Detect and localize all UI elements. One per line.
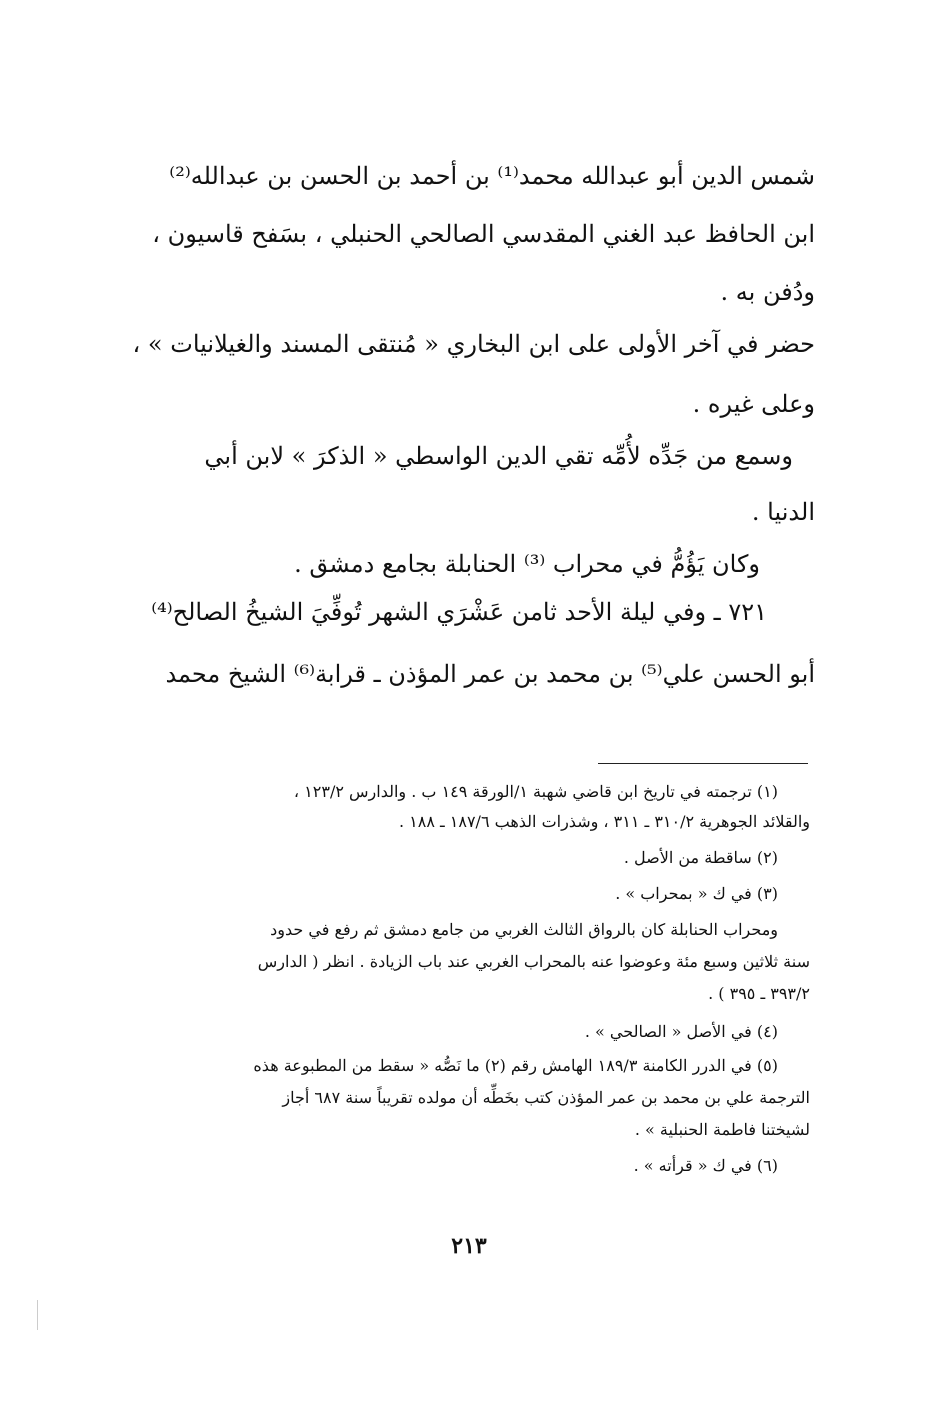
footnotes: [140, 782, 810, 1222]
text-line: أبو الحسن علي⁽⁵⁾ بن محمد بن عمر المؤذن ـ قرابة⁽⁶⁾ الشيخ محمد: [165, 660, 815, 688]
entry-line: ٧٢١ ـ وفي ليلة الأحد ثامن عَشْرَي الشهر تُوفِّيَ الشيخُ الصالح⁽⁴⁾: [151, 598, 767, 626]
footnote-line: الترجمة علي بن محمد بن عمر المؤذن كتب بخَطِّه أن مولده تقريباً سنة ٦٨٧ أجاز: [282, 1088, 810, 1107]
footnote-line: (١) ترجمته في تاريخ ابن قاضي شهبة ١/الورقة ١٤٩ ب . والدارس ١٢٣/٢ ،: [293, 782, 778, 801]
margin-mark: [37, 1300, 38, 1330]
footnote-line: سنة ثلاثين وسبع مئة وعوضوا عنه بالمحراب الغربي عند باب الزيادة . انظر ( الدارس: [257, 952, 810, 971]
footnote-line: (٤) في الأصل « الصالحي » .: [584, 1022, 778, 1041]
text-line: وكان يَؤُمُّ في محراب ⁽³⁾ الحنابلة بجامع دمشق .: [294, 550, 760, 578]
main-text: [132, 150, 815, 710]
text-line: ابن الحافظ عبد الغني المقدسي الصالحي الحنبلي ، بسَفح قاسيون ،: [152, 220, 815, 248]
page-number: ٢١٣: [451, 1233, 487, 1259]
footnote-divider: [598, 763, 808, 764]
footnote-line: والقلائد الجوهرية ٣١٠/٢ ـ ٣١١ ، وشذرات الذهب ١٨٧/٦ ـ ١٨٨ .: [398, 812, 810, 831]
footnote-line: ومحراب الحنابلة كان بالرواق الثالث الغربي من جامع دمشق ثم رفع في حدود: [270, 920, 778, 939]
text-line: وسمع من جَدِّه لأُمِّه تقي الدين الواسطي « الذكرَ » لابن أبي: [204, 442, 793, 470]
footnote-line: (٣) في ك « بمحراب » .: [615, 884, 778, 903]
text-line: وعلى غيره .: [692, 390, 815, 418]
text-line: شمس الدين أبو عبدالله محمد⁽¹⁾ بن أحمد بن الحسن بن عبدالله⁽²⁾: [169, 162, 815, 190]
footnote-line: (٥) في الدرر الكامنة ١٨٩/٣ الهامش رقم (٢) ما نَصُّه « سقط من المطبوعة هذه: [253, 1056, 778, 1075]
footnote-line: (٦) في ك « قرأته » .: [633, 1156, 778, 1175]
text-line: حضر في آخر الأولى على ابن البخاري « مُنتقى المسند والغيلانيات » ،: [132, 330, 815, 358]
footnote-line: لشيختنا فاطمة الحنبلية » .: [634, 1120, 810, 1139]
footnote-line: ٣٩٣/٢ ـ ٣٩٥ ) .: [708, 984, 810, 1003]
text-line: ودُفن به .: [720, 278, 815, 306]
footnote-line: (٢) ساقطة من الأصل .: [623, 848, 778, 867]
text-line: الدنيا .: [751, 498, 815, 526]
